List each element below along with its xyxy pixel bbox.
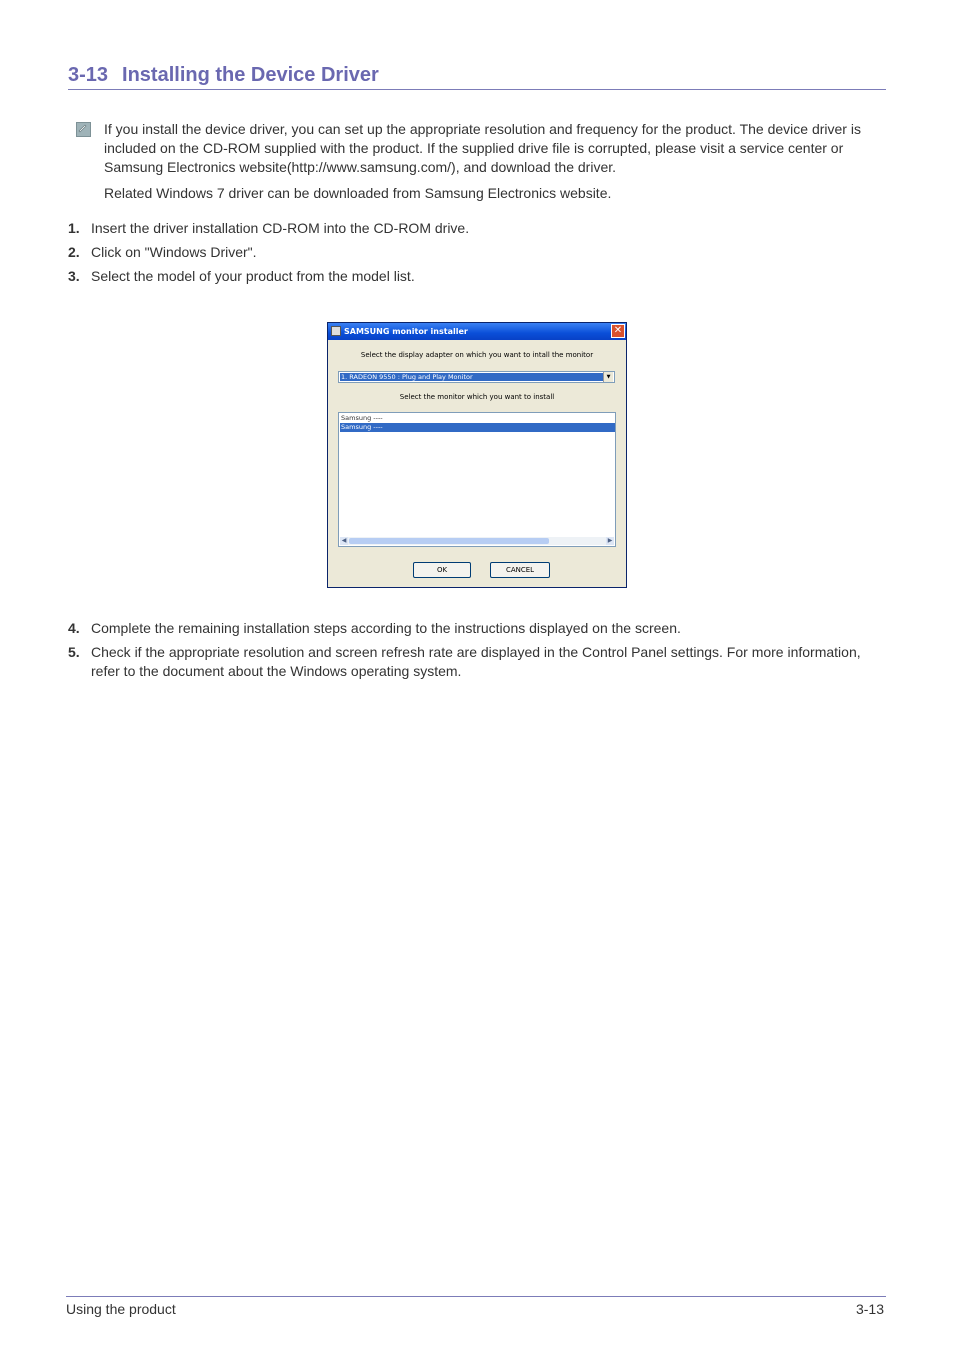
page-number: 3-13: [855, 1301, 884, 1317]
scrollbar-thumb[interactable]: [349, 538, 549, 544]
scroll-right-icon[interactable]: ▶: [607, 537, 613, 544]
list-item: [68, 219, 886, 238]
horizontal-scrollbar[interactable]: [340, 537, 614, 545]
app-icon: [331, 326, 341, 336]
list-item: [68, 619, 886, 638]
step-text: Complete the remaining installation steps according to the instructions displayed on the screen.: [91, 620, 681, 636]
dialog-titlebar[interactable]: [328, 323, 626, 340]
step-text: Check if the appropriate resolution and screen refresh rate are displayed in the Control Panel settings. For more information, refer to the document about the Windows operating system.: [91, 644, 861, 679]
page-title: [68, 62, 886, 90]
steps-list-first: [68, 219, 886, 291]
monitor-label: Select the monitor which you want to install: [399, 393, 555, 401]
list-item: [68, 643, 886, 681]
step-text: Insert the driver installation CD-ROM into the CD-ROM drive.: [91, 220, 470, 236]
scroll-left-icon[interactable]: ◀: [341, 537, 347, 544]
step-text: Click on "Windows Driver".: [91, 244, 257, 260]
installer-dialog: [327, 322, 627, 588]
adapter-selected-value: 1. RADEON 9550 : Plug and Play Monitor: [340, 373, 605, 381]
note-text: [104, 120, 886, 210]
section-number: 3-13: [68, 64, 109, 86]
monitor-list-item-selected[interactable]: Samsung ----: [340, 423, 615, 432]
step-number: 2.: [68, 244, 80, 260]
close-icon[interactable]: ✕: [611, 324, 625, 338]
step-number: 3.: [68, 268, 80, 284]
footer-chapter: Using the product: [66, 1301, 176, 1317]
adapter-select[interactable]: [338, 371, 615, 383]
steps-list-second: [68, 619, 886, 686]
adapter-label: Select the display adapter on which you want to intall the monitor: [360, 351, 594, 359]
monitor-list[interactable]: [338, 412, 616, 547]
note-paragraph: Related Windows 7 driver can be downloaded from Samsung Electronics website.: [104, 185, 612, 201]
step-number: 4.: [68, 620, 80, 636]
step-text: Select the model of your product from the model list.: [91, 268, 415, 284]
ok-button[interactable]: OK: [413, 562, 471, 578]
monitor-list-item[interactable]: Samsung ----: [341, 414, 383, 422]
note-paragraph: If you install the device driver, you can set up the appropriate resolution and frequency for the product. The device driver is included on the CD-ROM supplied with the product. If the supplied drive file is corrupted, please visit a service center or Samsung Electronics website(http://www.samsung.com/), and download the driver.: [104, 121, 861, 175]
section-title: Installing the Device Driver: [122, 64, 379, 86]
chevron-down-icon[interactable]: ▼: [603, 372, 613, 382]
list-item: [68, 267, 886, 286]
list-item: [68, 243, 886, 262]
page-footer: [66, 1296, 886, 1317]
step-number: 5.: [68, 644, 80, 660]
note-icon: [76, 122, 91, 137]
step-number: 1.: [68, 220, 80, 236]
dialog-title: SAMSUNG monitor installer: [344, 327, 468, 336]
cancel-button[interactable]: CANCEL: [490, 562, 550, 578]
